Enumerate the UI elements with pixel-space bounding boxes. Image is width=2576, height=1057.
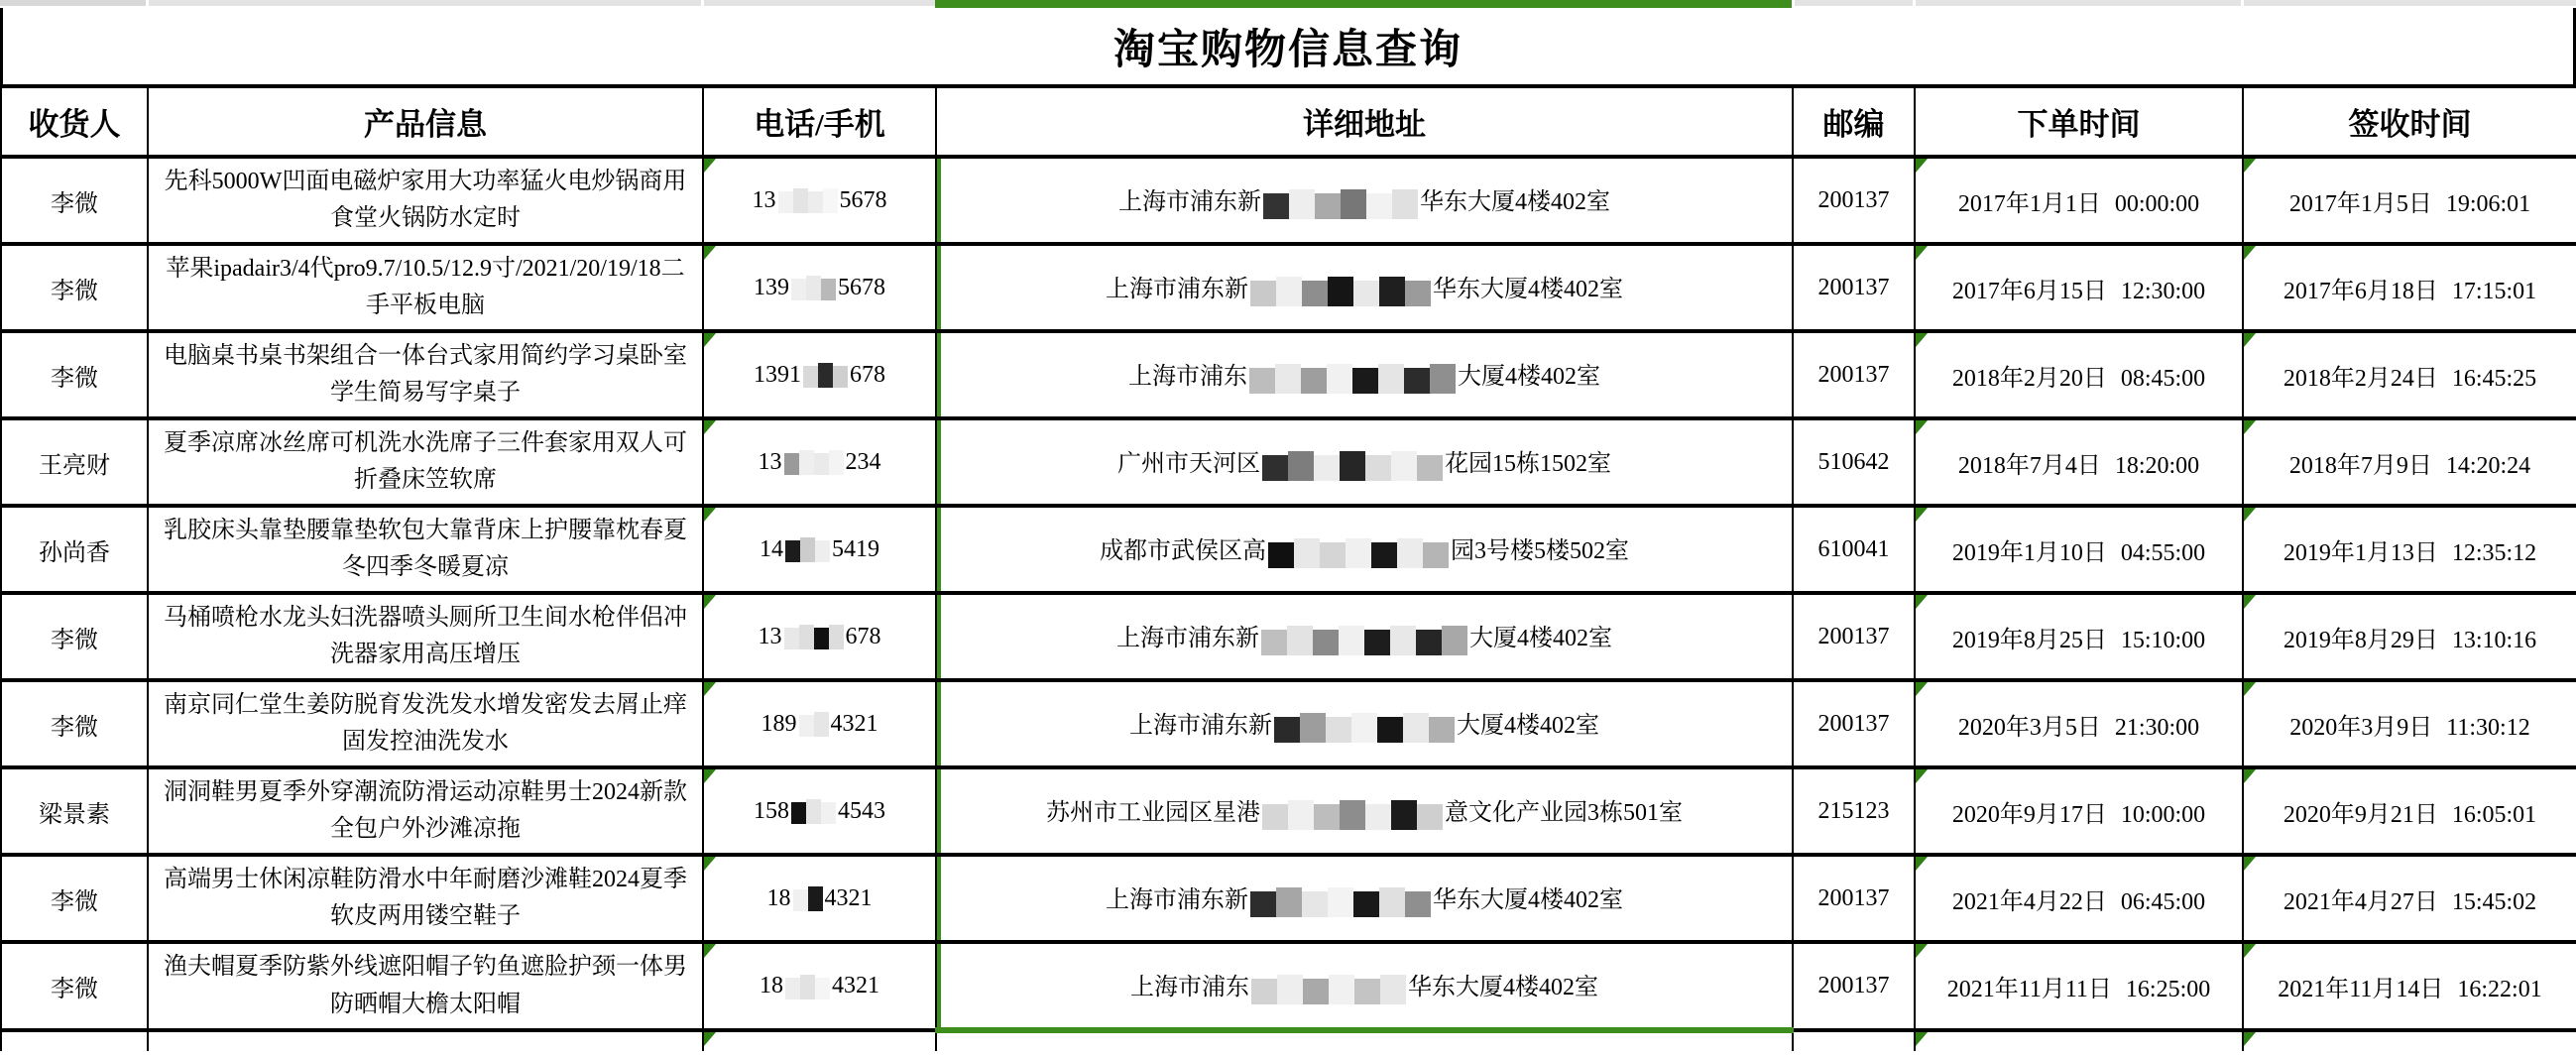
cell-sign-time[interactable]	[2243, 942, 2576, 1030]
cell-address[interactable]	[936, 244, 1793, 331]
zip-code: 200137	[1817, 973, 1890, 998]
cell-phone[interactable]	[703, 680, 936, 767]
cell-error-indicator-icon	[2244, 682, 2256, 696]
orders-table	[0, 84, 2576, 1051]
cell-sign-time[interactable]	[2243, 506, 2576, 593]
cell-product[interactable]	[148, 418, 703, 506]
phone-visible-suffix: 234	[845, 448, 881, 475]
product-info: 洞洞鞋男夏季外穿潮流防滑运动凉鞋男士2024新款全包户外沙滩凉拖	[164, 778, 687, 842]
cell-phone[interactable]	[703, 593, 936, 680]
redaction-mosaic	[1261, 626, 1467, 655]
cell-error-indicator-icon	[2244, 769, 2256, 783]
address-visible-prefix: 上海市浦东	[1130, 975, 1249, 1001]
order-time: 2018年2月20日 08:45:00	[1951, 365, 2206, 392]
address-visible-suffix: 大厦4楼402室	[1457, 713, 1599, 740]
address-visible-suffix: 华东大厦4楼402室	[1420, 189, 1610, 216]
cell-sign-time[interactable]	[2243, 1030, 2576, 1051]
zip-code: 200137	[1817, 623, 1890, 649]
cell-order-time[interactable]	[1915, 244, 2243, 331]
address-visible-suffix: 花园15栋1502室	[1445, 451, 1611, 478]
sign-time: 2020年9月21日 16:05:01	[2283, 801, 2537, 828]
table-row	[1, 418, 2576, 506]
col-header-phone[interactable]: 电话/手机	[703, 86, 936, 157]
cell-error-indicator-icon	[1916, 159, 1928, 173]
zip-code: 215123	[1817, 797, 1890, 824]
sign-time: 2019年1月13日 12:35:12	[2283, 539, 2537, 566]
col-header-product[interactable]: 产品信息	[148, 86, 703, 157]
selection-edge	[937, 508, 941, 591]
cell-error-indicator-icon	[2244, 508, 2256, 522]
cell-zip[interactable]	[1793, 244, 1915, 331]
cell-error-indicator-icon	[2244, 595, 2256, 609]
table-row	[1, 767, 2576, 855]
phone-visible-prefix: 18	[766, 884, 791, 911]
zip-code: 610041	[1817, 535, 1890, 562]
cell-recipient[interactable]	[1, 418, 148, 506]
cell-recipient[interactable]	[1, 244, 148, 331]
recipient-name: 王亮财	[39, 452, 110, 479]
cell-address[interactable]	[936, 418, 1793, 506]
col-header-sign-time[interactable]: 签收时间	[2243, 86, 2576, 157]
redaction-mosaic	[803, 363, 848, 388]
col-header-address[interactable]: 详细地址	[936, 86, 1793, 157]
cell-phone[interactable]	[703, 418, 936, 506]
redaction-mosaic	[1250, 887, 1431, 917]
grid-top-strip	[0, 0, 2576, 8]
cell-zip[interactable]	[1793, 1030, 1915, 1051]
redaction-mosaic	[1250, 277, 1431, 306]
cell-error-indicator-icon	[2244, 333, 2256, 347]
grid-strip-segment	[1916, 0, 2241, 6]
page-title: 淘宝购物信息查询	[1112, 27, 1463, 73]
col-header-order-time[interactable]: 下单时间	[1915, 86, 2243, 157]
cell-error-indicator-icon	[1916, 682, 1928, 696]
zip-code: 200137	[1817, 361, 1890, 388]
recipient-name: 孙尚香	[39, 539, 110, 566]
table-row	[1, 506, 2576, 593]
cell-address[interactable]	[936, 680, 1793, 767]
cell-error-indicator-icon	[1916, 333, 1928, 347]
selected-column-indicator[interactable]	[935, 0, 1792, 8]
redaction-mosaic	[1263, 189, 1418, 219]
cell-error-indicator-icon	[704, 857, 716, 871]
cell-error-indicator-icon	[704, 682, 716, 696]
cell-error-indicator-icon	[1916, 246, 1928, 260]
redaction-mosaic	[791, 276, 836, 300]
phone-visible-prefix: 18	[760, 973, 783, 998]
order-time: 2018年7月4日 18:20:00	[1957, 452, 2200, 479]
zip-code: 510642	[1817, 448, 1890, 475]
phone-visible-prefix: 13	[758, 448, 782, 475]
cell-error-indicator-icon	[1916, 857, 1928, 871]
cell-address[interactable]	[936, 1030, 1793, 1051]
recipient-name: 梁景素	[39, 801, 110, 828]
cell-error-indicator-icon	[2244, 1032, 2256, 1046]
phone-visible-suffix: 678	[850, 361, 885, 388]
phone-visible-suffix: 678	[845, 623, 881, 649]
phone-visible-suffix: 5678	[839, 186, 887, 213]
cell-phone[interactable]	[703, 942, 936, 1030]
product-info: 南京同仁堂生姜防脱育发洗发水增发密发去屑止痒固发控油洗发水	[164, 691, 687, 755]
cell-error-indicator-icon	[1916, 508, 1928, 522]
redaction-mosaic	[1251, 975, 1406, 1004]
address-visible-suffix: 华东大厦4楼402室	[1433, 277, 1623, 303]
phone-visible-prefix: 1391	[754, 361, 801, 388]
redaction-mosaic	[1262, 800, 1443, 830]
cell-product[interactable]	[148, 855, 703, 942]
grid-strip-segment	[1795, 0, 1913, 6]
selection-edge	[937, 333, 941, 416]
cell-product[interactable]	[148, 157, 703, 244]
cell-error-indicator-icon	[704, 333, 716, 347]
address-visible-prefix: 成都市武侯区高	[1100, 538, 1266, 565]
selection-edge	[937, 420, 941, 504]
selection-edge	[937, 769, 941, 853]
zip-code: 200137	[1817, 186, 1890, 213]
selection-edge	[937, 682, 941, 765]
cell-error-indicator-icon	[2244, 944, 2256, 958]
cell-zip[interactable]	[1793, 942, 1915, 1030]
phone-visible-prefix: 13	[758, 623, 782, 649]
cell-error-indicator-icon	[704, 159, 716, 173]
order-time: 2021年4月22日 06:45:00	[1951, 888, 2206, 915]
cell-order-time[interactable]	[1915, 1030, 2243, 1051]
address-visible-prefix: 上海市浦东	[1128, 364, 1247, 391]
selection-edge	[937, 246, 941, 329]
redaction-mosaic	[785, 975, 830, 999]
cell-phone[interactable]	[703, 157, 936, 244]
cell-order-time[interactable]	[1915, 331, 2243, 418]
selection-edge	[937, 944, 941, 1027]
phone-visible-suffix: 4321	[824, 884, 873, 911]
cell-recipient[interactable]	[1, 680, 148, 767]
zip-code: 200137	[1817, 884, 1890, 911]
table-row	[1, 680, 2576, 767]
address-visible-suffix: 园3号楼5楼502室	[1451, 538, 1629, 565]
redaction-mosaic	[1249, 364, 1456, 394]
cell-recipient[interactable]	[1, 331, 148, 418]
order-time: 2019年1月10日 04:55:00	[1951, 539, 2206, 566]
redaction-mosaic	[785, 537, 830, 562]
redaction-mosaic	[1262, 451, 1443, 481]
cell-order-time[interactable]	[1915, 506, 2243, 593]
phone-visible-prefix: 14	[760, 535, 783, 562]
cell-order-time[interactable]	[1915, 593, 2243, 680]
sign-time: 2019年8月29日 13:10:16	[2283, 627, 2537, 653]
table-row	[1, 331, 2576, 418]
cell-order-time[interactable]	[1915, 418, 2243, 506]
phone-visible-suffix: 5419	[832, 535, 879, 562]
sign-time: 2020年3月9日 11:30:12	[2289, 714, 2530, 741]
cell-error-indicator-icon	[2244, 857, 2256, 871]
cell-zip[interactable]	[1793, 593, 1915, 680]
cell-error-indicator-icon	[704, 420, 716, 434]
address-visible-prefix: 上海市浦东新	[1129, 713, 1272, 740]
address-visible-prefix: 上海市浦东新	[1116, 626, 1259, 652]
sign-time: 2021年4月27日 15:45:02	[2283, 888, 2537, 915]
grid-strip-segment	[2244, 0, 2576, 6]
sign-time: 2018年2月24日 16:45:25	[2283, 365, 2537, 392]
cell-address[interactable]	[936, 593, 1793, 680]
cell-product[interactable]	[148, 244, 703, 331]
product-info: 先科5000W凹面电磁炉家用大功率猛火电炒锅商用食堂火锅防水定时	[164, 168, 687, 231]
phone-visible-prefix: 13	[752, 186, 776, 213]
cell-product[interactable]	[148, 331, 703, 418]
recipient-name: 李微	[51, 888, 98, 915]
cell-sign-time[interactable]	[2243, 331, 2576, 418]
cell-order-time[interactable]	[1915, 942, 2243, 1030]
sign-time: 2021年11月14日 16:22:01	[2278, 977, 2542, 1002]
cell-recipient[interactable]	[1, 506, 148, 593]
cell-phone[interactable]	[703, 855, 936, 942]
cell-address[interactable]	[936, 855, 1793, 942]
address-visible-suffix: 华东大厦4楼402室	[1433, 887, 1623, 914]
address-visible-prefix: 苏州市工业园区星港	[1046, 800, 1260, 827]
cell-phone[interactable]	[703, 767, 936, 855]
cell-error-indicator-icon	[1916, 1032, 1928, 1046]
address-visible-suffix: 华东大厦4楼402室	[1408, 975, 1598, 1001]
cell-sign-time[interactable]	[2243, 157, 2576, 244]
title-cell[interactable]	[0, 8, 2576, 84]
cell-zip[interactable]	[1793, 418, 1915, 506]
cell-address[interactable]	[936, 331, 1793, 418]
cell-product[interactable]	[148, 593, 703, 680]
address-visible-suffix: 意文化产业园3栋501室	[1445, 800, 1683, 827]
phone-visible-prefix: 158	[754, 797, 789, 824]
table-row	[1, 942, 2576, 1030]
redaction-mosaic	[791, 799, 836, 824]
cell-recipient[interactable]	[1, 593, 148, 680]
redaction-mosaic	[1268, 538, 1449, 568]
cell-order-time[interactable]	[1915, 767, 2243, 855]
phone-visible-suffix: 4543	[838, 797, 885, 824]
product-info: 夏季凉席冰丝席可机洗水洗席子三件套家用双人可折叠床笠软席	[164, 429, 687, 493]
cell-error-indicator-icon	[704, 769, 716, 783]
cell-sign-time[interactable]	[2243, 593, 2576, 680]
cell-error-indicator-icon	[704, 246, 716, 260]
cell-error-indicator-icon	[704, 944, 716, 958]
order-time: 2020年3月5日 21:30:00	[1957, 714, 2200, 741]
recipient-name: 李微	[51, 278, 98, 304]
phone-visible-prefix: 139	[754, 274, 789, 300]
address-visible-prefix: 上海市浦东新	[1118, 189, 1261, 216]
cell-phone[interactable]	[703, 244, 936, 331]
cell-error-indicator-icon	[704, 595, 716, 609]
cell-sign-time[interactable]	[2243, 855, 2576, 942]
cell-zip[interactable]	[1793, 157, 1915, 244]
cell-order-time[interactable]	[1915, 157, 2243, 244]
grid-strip-segment	[704, 0, 935, 6]
cell-error-indicator-icon	[1916, 944, 1928, 958]
table-row	[1, 244, 2576, 331]
cell-zip[interactable]	[1793, 855, 1915, 942]
cell-address[interactable]	[936, 767, 1793, 855]
cell-phone[interactable]	[703, 331, 936, 418]
redaction-mosaic	[1274, 713, 1455, 743]
phone-visible-suffix: 4321	[830, 710, 878, 737]
order-time: 2019年8月25日 15:10:00	[1951, 627, 2206, 653]
cell-product[interactable]	[148, 680, 703, 767]
cell-error-indicator-icon	[704, 1032, 716, 1046]
cell-zip[interactable]	[1793, 331, 1915, 418]
cell-error-indicator-icon	[2244, 246, 2256, 260]
cell-error-indicator-icon	[1916, 595, 1928, 609]
cell-order-time[interactable]	[1915, 680, 2243, 767]
cell-recipient[interactable]	[1, 767, 148, 855]
product-info: 苹果ipadair3/4代pro9.7/10.5/12.9寸/2021/20/19/18二手平板电脑	[166, 255, 685, 318]
address-visible-prefix: 上海市浦东新	[1106, 277, 1248, 303]
cell-phone[interactable]	[703, 506, 936, 593]
recipient-name: 李微	[51, 714, 98, 741]
cell-error-indicator-icon	[2244, 420, 2256, 434]
recipient-name: 李微	[51, 190, 98, 217]
col-header-recipient[interactable]: 收货人	[1, 86, 148, 157]
redaction-mosaic	[784, 450, 844, 475]
selection-edge	[937, 857, 941, 940]
cell-recipient[interactable]	[1, 1030, 148, 1051]
cell-recipient[interactable]	[1, 157, 148, 244]
cell-error-indicator-icon	[1916, 769, 1928, 783]
col-header-zip[interactable]: 邮编	[1793, 86, 1915, 157]
product-info: 马桶喷枪水龙头妇洗器喷头厕所卫生间水枪伴侣冲洗器家用高压增压	[164, 604, 687, 667]
cell-recipient[interactable]	[1, 855, 148, 942]
zip-code: 200137	[1817, 710, 1890, 737]
address-visible-suffix: 大厦4楼402室	[1458, 364, 1600, 391]
product-info: 乳胶床头靠垫腰靠垫软包大靠背床上护腰靠枕春夏冬四季冬暖夏凉	[164, 517, 687, 580]
cell-zip[interactable]	[1793, 506, 1915, 593]
recipient-name: 李微	[51, 365, 98, 392]
address-visible-prefix: 上海市浦东新	[1106, 887, 1248, 914]
recipient-name: 李微	[51, 627, 98, 653]
product-info: 渔夫帽夏季防紫外线遮阳帽子钓鱼遮脸护颈一体男防晒帽大檐太阳帽	[164, 954, 687, 1017]
cell-sign-time[interactable]	[2243, 767, 2576, 855]
product-info: 电脑桌书桌书架组合一体台式家用简约学习桌卧室学生简易写字桌子	[164, 342, 687, 406]
address-visible-prefix: 广州市天河区	[1117, 451, 1260, 478]
phone-visible-prefix: 189	[761, 710, 797, 737]
cell-order-time[interactable]	[1915, 855, 2243, 942]
cell-zip[interactable]	[1793, 767, 1915, 855]
address-visible-suffix: 大厦4楼402室	[1469, 626, 1612, 652]
order-time: 2020年9月17日 10:00:00	[1951, 801, 2206, 828]
table-row	[1, 593, 2576, 680]
cell-phone[interactable]	[703, 1030, 936, 1051]
partial-next-row	[1, 1030, 2576, 1051]
redaction-mosaic	[784, 625, 844, 649]
redaction-mosaic	[778, 188, 838, 213]
sign-time: 2017年6月18日 17:15:01	[2283, 278, 2537, 304]
table-row	[1, 157, 2576, 244]
redaction-mosaic	[793, 886, 823, 911]
cell-error-indicator-icon	[2244, 159, 2256, 173]
cell-address[interactable]	[936, 942, 1793, 1030]
cell-product[interactable]	[148, 942, 703, 1030]
sign-time: 2017年1月5日 19:06:01	[2288, 190, 2531, 217]
header-row	[1, 86, 2576, 157]
cell-address[interactable]	[936, 506, 1793, 593]
cell-product[interactable]	[148, 767, 703, 855]
grid-strip-segment	[149, 0, 701, 6]
redaction-mosaic	[799, 712, 829, 737]
cell-zip[interactable]	[1793, 680, 1915, 767]
phone-visible-suffix: 4321	[832, 973, 879, 998]
cell-error-indicator-icon	[1916, 420, 1928, 434]
selection-edge	[937, 595, 941, 678]
sign-time: 2018年7月9日 14:20:24	[2288, 452, 2531, 479]
product-info: 高端男士休闲凉鞋防滑水中年耐磨沙滩鞋2024夏季软皮两用镂空鞋子	[164, 866, 687, 929]
cell-address[interactable]	[936, 157, 1793, 244]
order-time: 2017年1月1日 00:00:00	[1957, 190, 2200, 217]
cell-product[interactable]	[148, 1030, 703, 1051]
order-time: 2017年6月15日 12:30:00	[1951, 278, 2206, 304]
recipient-name: 李微	[51, 977, 98, 1002]
selection-edge	[937, 159, 941, 242]
cell-error-indicator-icon	[704, 508, 716, 522]
zip-code: 200137	[1817, 274, 1890, 300]
cell-product[interactable]	[148, 506, 703, 593]
phone-visible-suffix: 5678	[838, 274, 885, 300]
cell-sign-time[interactable]	[2243, 680, 2576, 767]
order-time: 2021年11月11日 16:25:00	[1946, 977, 2211, 1002]
cell-sign-time[interactable]	[2243, 418, 2576, 506]
cell-sign-time[interactable]	[2243, 244, 2576, 331]
grid-strip-segment	[0, 0, 146, 6]
table-row	[1, 855, 2576, 942]
cell-recipient[interactable]	[1, 942, 148, 1030]
